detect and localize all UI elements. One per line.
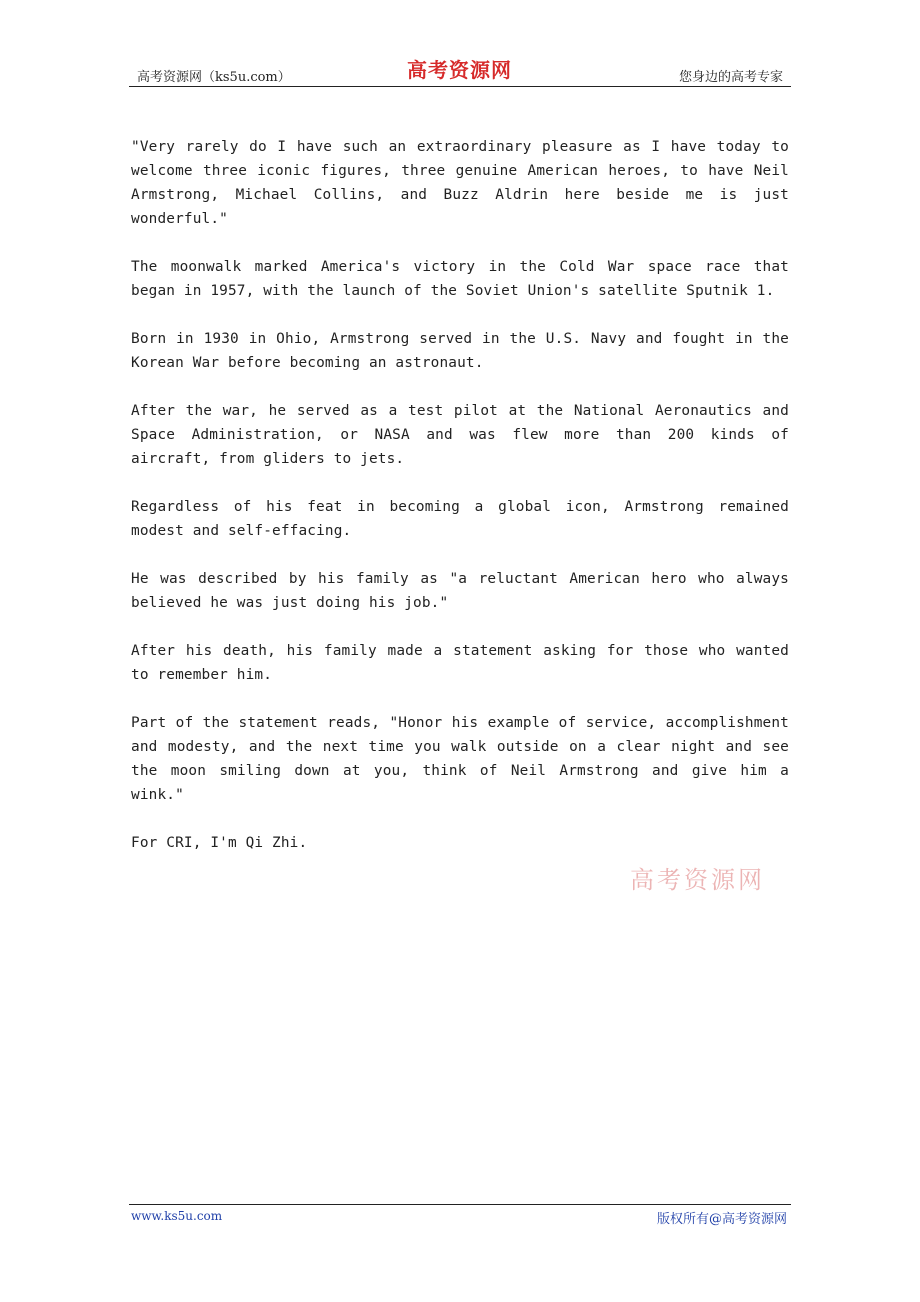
article-paragraph: "Very rarely do I have such an extraordinary pleasure as I have today to welcome three iconic figures, three genuine American heroes, to have Neil Armstrong, Michael Collins, and Buzz Aldrin here beside me is just wonderful."	[131, 139, 789, 227]
article-paragraph: Part of the statement reads, "Honor his example of service, accomplishment and modesty, and the next time you walk outside on a clear night and see the moon smiling down at you, think of Neil Armstrong and give him a wink."	[131, 715, 789, 803]
page-footer	[129, 1204, 791, 1229]
article-paragraph: The moonwalk marked America's victory in the Cold War space race that began in 1957, with the launch of the Soviet Union's satellite Sputnik 1.	[131, 259, 789, 299]
page-header	[129, 52, 791, 87]
article-paragraph: After the war, he served as a test pilot at the National Aeronautics and Space Administration, or NASA and was flew more than 200 kinds of aircraft, from gliders to jets.	[131, 403, 789, 467]
header-site-name: 高考资源网（ks5u.com）	[137, 70, 291, 85]
article-body	[131, 135, 789, 879]
article-sign-off: For CRI, I'm Qi Zhi.	[131, 835, 308, 851]
article-paragraph: He was described by his family as "a reluctant American hero who always believed he was just doing his job."	[131, 571, 789, 611]
article-paragraph: Regardless of his feat in becoming a global icon, Armstrong remained modest and self-effacing.	[131, 499, 789, 539]
article-paragraph: Born in 1930 in Ohio, Armstrong served in the U.S. Navy and fought in the Korean War before becoming an astronaut.	[131, 331, 789, 371]
watermark-logo: 高考资源网	[630, 866, 765, 894]
footer-site-link[interactable]: www.ks5u.com	[131, 1209, 223, 1223]
article-paragraph: After his death, his family made a statement asking for those who wanted to remember him.	[131, 643, 789, 683]
footer-copyright: 版权所有@高考资源网	[656, 1212, 787, 1227]
header-slogan: 您身边的高考专家	[678, 70, 783, 85]
site-logo: 高考资源网	[407, 58, 512, 82]
